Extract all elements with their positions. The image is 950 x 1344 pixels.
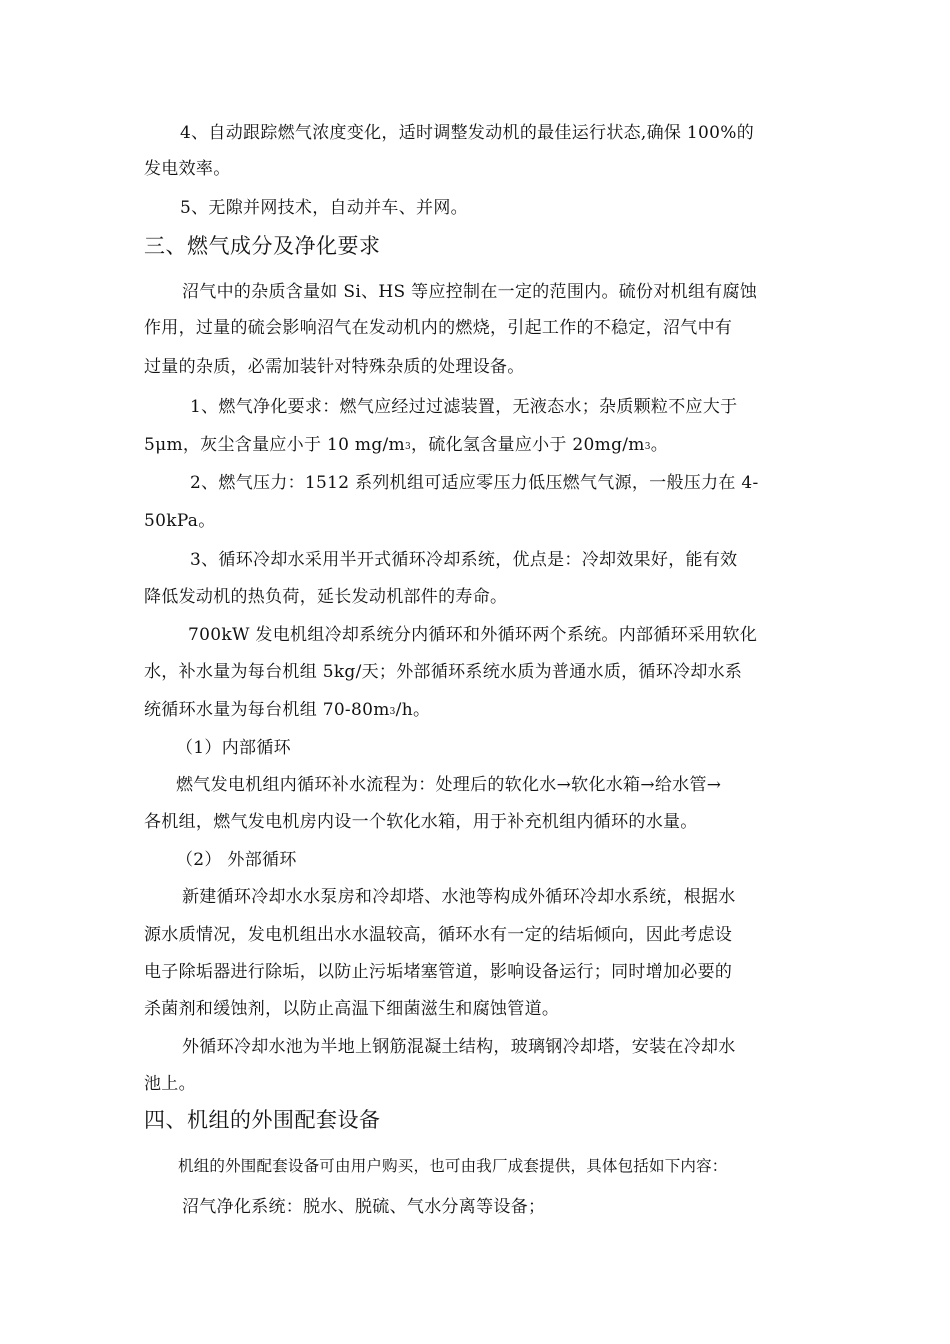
req1-unit-exp-a: 3 [404,442,412,452]
requirement-3-line-2: 降低发动机的热负荷，延长发动机部件的寿命。 [144,587,508,607]
requirement-3-line-1: 3、循环冷却水采用半开式循环冷却系统，优点是：冷却效果好，能有效 [190,550,738,570]
external-loop-line-4: 杀菌剂和缓蚀剂，以防止高温下细菌滋生和腐蚀管道。 [144,999,560,1019]
paragraph-impurities-line-3: 过量的杂质，必需加装针对特殊杂质的处理设备。 [144,357,525,377]
list-item-5: 5、无隙并网技术，自动并车、并网。 [180,198,468,218]
subheading-internal-loop: （1）内部循环 [176,738,291,758]
requirement-2-line-1: 2、燃气压力：1512 系列机组可适应零压力低压燃气气源，一般压力在 4- [190,473,759,493]
req1-text-b: ，硫化氢含量应小于 20mg/m [411,435,645,455]
req1-text-c: 。 [650,435,669,455]
requirement-2-line-2: 50kPa。 [144,511,216,531]
cooling-unit-exp: 3 [389,707,396,717]
peripheral-intro: 机组的外围配套设备可由用户购买，也可由我厂成套提供，具体包括如下内容： [178,1157,728,1175]
cooling-paragraph-line-1: 700kW 发电机组冷却系统分内循环和外循环两个系统。内部循环采用软化 [188,625,758,645]
paragraph-impurities-line-1: 沼气中的杂质含量如 Si、HS 等应控制在一定的范围内。硫份对机组有腐蚀 [182,282,758,302]
cooling-pool-line-1: 外循环冷却水池为半地上钢筋混凝土结构，玻璃钢冷却塔，安装在冷却水 [182,1037,736,1057]
peripheral-item-biogas-purification: 沼气净化系统：脱水、脱硫、气水分离等设备； [182,1197,546,1217]
cooling-paragraph-line-2: 水，补水量为每台机组 5kg/天；外部循环系统水质为普通水质，循环冷却水系 [144,662,743,682]
cooling-paragraph-line-3 [144,693,814,730]
cooling-text-a: 统循环水量为每台机组 70-80m [144,700,390,720]
section-heading-4: 四、机组的外围配套设备 [144,1108,381,1132]
internal-loop-line-1: 燃气发电机组内循环补水流程为：处理后的软化水→软化水箱→给水管→ [176,775,722,795]
requirement-1-line-2 [144,428,814,465]
cooling-pool-line-2: 池上。 [144,1074,196,1094]
internal-loop-line-2: 各机组，燃气发电机房内设一个软化水箱，用于补充机组内循环的水量。 [144,812,698,832]
req1-text-a: 5μm，灰尘含量应小于 10 mg/m [144,435,405,455]
requirement-1-line-1: 1、燃气净化要求：燃气应经过过滤装置，无液态水；杂质颗粒不应大于 [190,397,738,417]
req1-unit-exp-b: 3 [644,442,651,452]
external-loop-line-3: 电子除垢器进行除垢，以防止污垢堵塞管道，影响设备运行；同时增加必要的 [144,962,733,982]
external-loop-line-1: 新建循环冷却水水泵房和冷却塔、水池等构成外循环冷却水系统，根据水 [182,887,736,907]
list-item-4-line-1: 4、自动跟踪燃气浓度变化，适时调整发动机的最佳运行状态,确保 100%的 [180,123,755,143]
cooling-text-b: /h。 [395,700,431,720]
subheading-external-loop: （2） 外部循环 [176,850,297,870]
list-item-4-line-2: 发电效率。 [144,159,231,179]
external-loop-line-2: 源水质情况，发电机组出水水温较高，循环水有一定的结垢倾向，因此考虑设 [144,925,733,945]
section-heading-3: 三、燃气成分及净化要求 [144,234,381,258]
paragraph-impurities-line-2: 作用，过量的硫会影响沼气在发动机内的燃烧，引起工作的不稳定，沼气中有 [144,318,733,338]
